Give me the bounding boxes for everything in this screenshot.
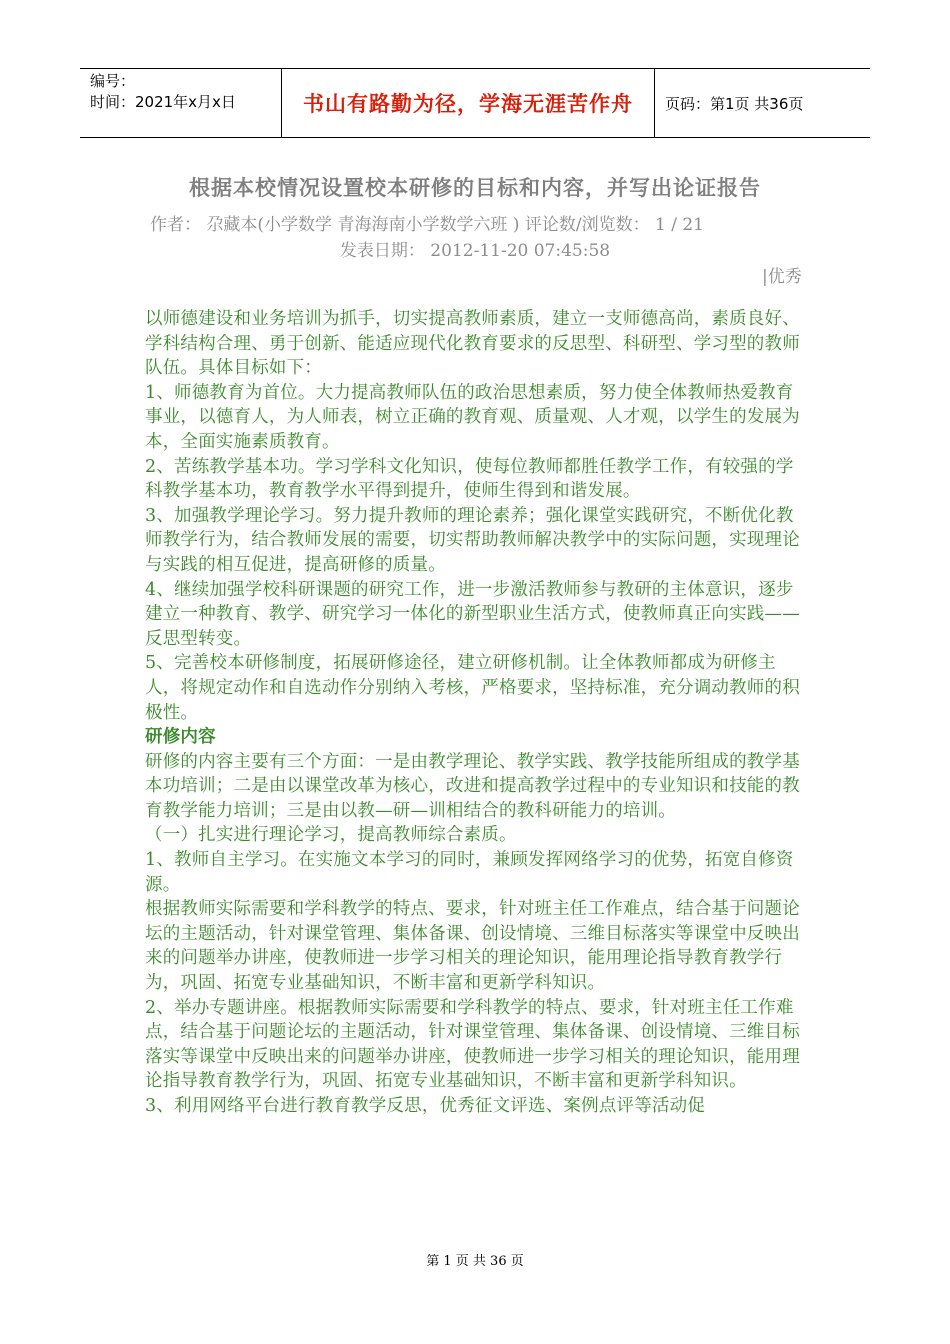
body-paragraph: （一）扎实进行理论学习，提高教师综合素质。 (145, 825, 517, 846)
header-motto-cell (281, 69, 655, 137)
body-paragraph: 3、加强教学理论学习。努力提升教师的理论素养；强化课堂实践研究，不断优化教师教学行为，结合教师发展的需要，切实帮助教师解决教学中的实际问题，实现理论与实践的相互促进，提高研修的质量。 (145, 505, 800, 575)
time-label: 时间：2021年x月x日 (90, 93, 236, 111)
body-paragraph: 4、继续加强学校科研课题的研究工作，进一步激活教师参与教研的主体意识，逐步建立一种教育、教学、研究学习一体化的新型职业生活方式，使教师真正向实践——反思型转变。 (145, 579, 800, 649)
publish-date: 发表日期： 2012-11-20 07:45:58 (339, 241, 611, 261)
page-footer: 第 1 页 共 36 页 (426, 1254, 524, 1269)
document-header (80, 68, 870, 138)
body-paragraph: 2、举办专题讲座。根据教师实际需要和学科教学的特点、要求，针对班主任工作难点，结合基于问题论坛的主题活动，针对课堂管理、集体备课、创设情境、三维目标落实等课堂中反映出来的问题举办讲座，使教师进一步学习相关的理论知识，能用理论指导教育教学行为，巩固、拓宽专业基础知识，不断丰富和更新学科知识。 (145, 997, 800, 1092)
body-paragraph: 5、完善校本研修制度，拓展研修途径，建立研修机制。让全体教师都成为研修主人，将规定动作和自选动作分别纳入考核，严格要求，坚持标准，充分调动教师的积极性。 (145, 653, 800, 723)
header-page-cell (655, 69, 870, 137)
quality-tag: |优秀 (762, 267, 802, 287)
body-paragraph: 研修的内容主要有三个方面：一是由教学理论、教学实践、教学技能所组成的教学基本功培训；二是由以课堂改革为核心，改进和提高教学过程中的专业知识和技能的教育教学能力培训；三是由以教—研—训相结合的教科研能力的培训。 (145, 751, 800, 821)
article-title: 根据本校情况设置校本研修的目标和内容，并写出论证报告 (189, 175, 761, 200)
body-paragraph: 以师德建设和业务培训为抓手，切实提高教师素质，建立一支师德高尚，素质良好、学科结构合理、勇于创新、能适应现代化教育要求的反思型、科研型、学习型的教师队伍。具体目标如下： (145, 309, 800, 379)
section-heading: 研修内容 (145, 727, 216, 748)
body-paragraph: 1、师德教育为首位。大力提高教师队伍的政治思想素质，努力使全体教师热爱教育事业，以德育人，为人师表，树立正确的教育观、质量观、人才观，以学生的发展为本，全面实施素质教育。 (145, 382, 800, 452)
author-meta: 作者： 尕藏本(小学数学 青海海南小学数学六班 ) 评论数/浏览数： 1 / 21 (150, 215, 704, 235)
header-info-cell (80, 69, 281, 137)
number-label: 编号： (90, 72, 136, 90)
motto-text: 书山有路勤为径，学海无涯苦作舟 (303, 92, 633, 116)
body-paragraph: 1、教师自主学习。在实施文本学习的同时，兼顾发挥网络学习的优势，拓宽自修资源。 (145, 850, 794, 895)
body-paragraph: 根据教师实际需要和学科教学的特点、要求，针对班主任工作难点，结合基于问题论坛的主题活动，针对课堂管理、集体备课、创设情境、三维目标落实等课堂中反映出来的问题举办讲座，使教师进一步学习相关的理论知识，能用理论指导教育教学行为，巩固、拓宽专业基础知识，不断丰富和更新学科知识。 (145, 899, 800, 994)
page-info: 页码：第1页 共36页 (665, 94, 804, 113)
article-body (145, 307, 805, 1119)
body-paragraph: 2、苦练教学基本功。学习学科文化知识，使每位教师都胜任教学工作，有较强的学科教学基本功，教育教学水平得到提升，使师生得到和谐发展。 (145, 456, 794, 502)
body-paragraph: 3、利用网络平台进行教育教学反思，优秀征文评选、案例点评等活动促 (145, 1096, 706, 1116)
